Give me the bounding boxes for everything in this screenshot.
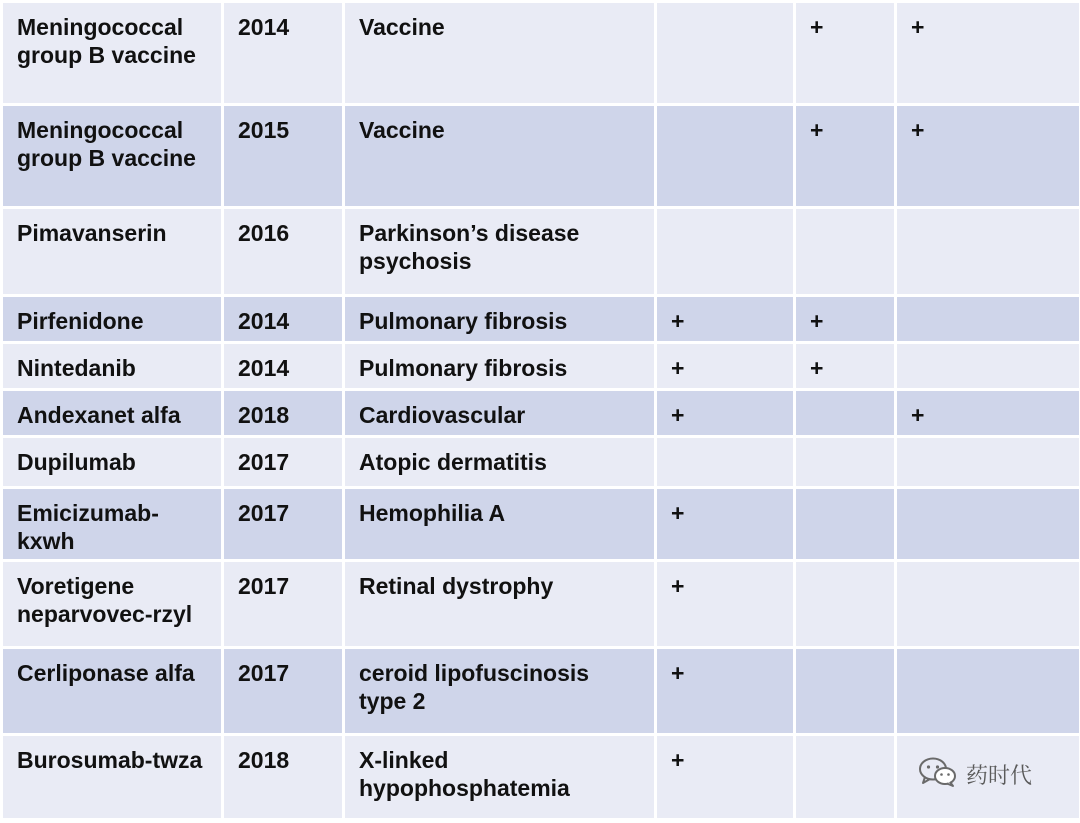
mark-cell-1: +: [657, 391, 793, 435]
mark-cell-1: [657, 438, 793, 486]
approval-year-cell: 2017: [224, 562, 342, 646]
drug-name-cell: Cerliponase alfa: [3, 649, 221, 733]
watermark: [918, 754, 1032, 794]
mark-cell-1: +: [657, 489, 793, 559]
mark-cell-3: +: [897, 3, 1079, 103]
drug-name-cell: Meningococcal group B vaccine: [3, 3, 221, 103]
table-row: [3, 344, 1079, 388]
drug-name-cell: Meningococcal group B vaccine: [3, 106, 221, 206]
approval-year-cell: 2016: [224, 209, 342, 294]
indication-cell: Parkinson’s disease psychosis: [345, 209, 654, 294]
approval-year-cell: 2017: [224, 649, 342, 733]
table-row: [3, 3, 1079, 103]
table-row: [3, 297, 1079, 341]
mark-cell-2: [796, 209, 894, 294]
mark-cell-2: [796, 438, 894, 486]
mark-cell-1: +: [657, 562, 793, 646]
wechat-icon: [918, 756, 958, 793]
indication-cell: Vaccine: [345, 106, 654, 206]
table-row: [3, 562, 1079, 646]
mark-cell-3: [897, 297, 1079, 341]
mark-cell-1: +: [657, 736, 793, 818]
indication-cell: Hemophilia A: [345, 489, 654, 559]
approval-year-cell: 2014: [224, 297, 342, 341]
drug-name-cell: Andexanet alfa: [3, 391, 221, 435]
indication-cell: Pulmonary fibrosis: [345, 344, 654, 388]
mark-cell-2: +: [796, 106, 894, 206]
table-row: [3, 209, 1079, 294]
mark-cell-2: +: [796, 344, 894, 388]
mark-cell-2: +: [796, 297, 894, 341]
mark-cell-3: +: [897, 106, 1079, 206]
indication-cell: ceroid lipofuscinosis type 2: [345, 649, 654, 733]
mark-cell-2: [796, 391, 894, 435]
drug-name-cell: Burosumab-twza: [3, 736, 221, 818]
mark-cell-2: [796, 649, 894, 733]
mark-cell-1: [657, 209, 793, 294]
mark-cell-3: +: [897, 391, 1079, 435]
indication-cell: Cardiovascular: [345, 391, 654, 435]
mark-cell-3: [897, 344, 1079, 388]
drug-name-cell: Voretigene neparvovec-rzyl: [3, 562, 221, 646]
mark-cell-3: [897, 649, 1079, 733]
table-row: [3, 489, 1079, 559]
table-row: [3, 106, 1079, 206]
approval-year-cell: 2018: [224, 736, 342, 818]
indication-cell: Atopic dermatitis: [345, 438, 654, 486]
mark-cell-2: +: [796, 3, 894, 103]
mark-cell-1: +: [657, 297, 793, 341]
drug-name-cell: Emicizumab-kxwh: [3, 489, 221, 559]
approval-year-cell: 2018: [224, 391, 342, 435]
table-row: [3, 649, 1079, 733]
mark-cell-1: [657, 3, 793, 103]
drug-name-cell: Nintedanib: [3, 344, 221, 388]
approval-year-cell: 2017: [224, 438, 342, 486]
mark-cell-3: [897, 562, 1079, 646]
indication-cell: X-linked hypophosphatemia: [345, 736, 654, 818]
watermark-text: 药时代: [966, 763, 1033, 789]
approval-year-cell: 2014: [224, 3, 342, 103]
approval-year-cell: 2017: [224, 489, 342, 559]
drug-name-cell: Pirfenidone: [3, 297, 221, 341]
mark-cell-1: +: [657, 344, 793, 388]
mark-cell-3: [897, 438, 1079, 486]
table-row: [3, 391, 1079, 435]
mark-cell-1: [657, 106, 793, 206]
mark-cell-2: [796, 736, 894, 818]
mark-cell-1: +: [657, 649, 793, 733]
approval-year-cell: 2014: [224, 344, 342, 388]
drug-name-cell: Dupilumab: [3, 438, 221, 486]
indication-cell: Pulmonary fibrosis: [345, 297, 654, 341]
approval-year-cell: 2015: [224, 106, 342, 206]
drug-name-cell: Pimavanserin: [3, 209, 221, 294]
indication-cell: Retinal dystrophy: [345, 562, 654, 646]
table-row: [3, 438, 1079, 486]
mark-cell-2: [796, 562, 894, 646]
mark-cell-2: [796, 489, 894, 559]
mark-cell-3: [897, 489, 1079, 559]
mark-cell-3: [897, 209, 1079, 294]
indication-cell: Vaccine: [345, 3, 654, 103]
